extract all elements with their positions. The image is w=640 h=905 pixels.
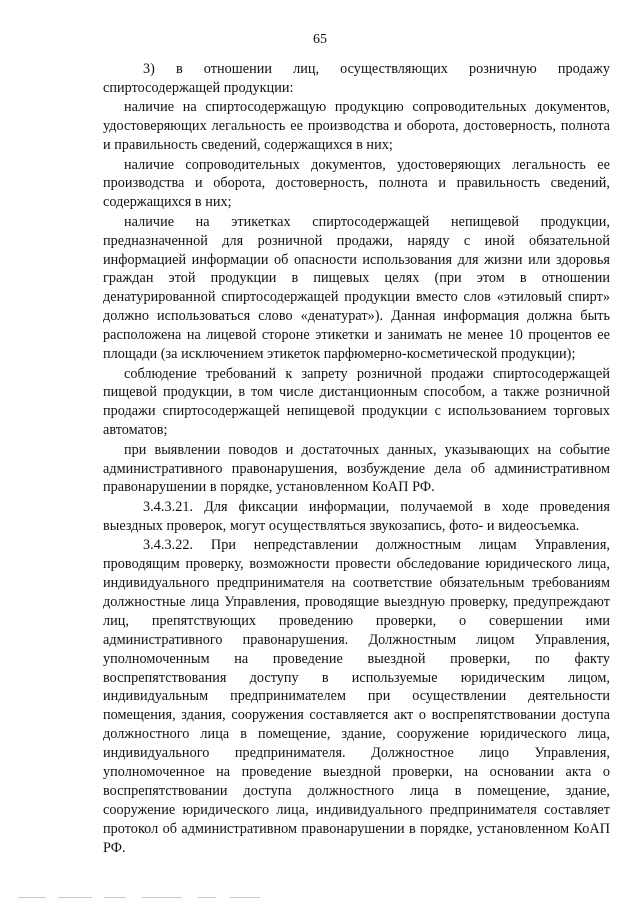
paragraph-accompanying-documents: наличие на спиртосодержащую продукцию сопроводительных документов, удостоверяющих легальность ее производства и оборота, достоверность, полнота и правильность сведений, содержащихся в них;: [103, 99, 610, 154]
page-number: 65: [313, 32, 327, 47]
paragraph-3-4-3-22: 3.4.3.22. При непредставлении должностным лицам Управления, проводящим проверку, возможности провести обследование юридического лица, индивидуального предпринимателя на соответствие обязательным требованиям должностные лица Управления, проводящие выездную проверку, предупреждают лиц, препятствующих проведению проверки, о совершении ими административного правонарушения. Должностным лицом Управления, уполномоченным на проведение выездной проверки, по факту воспрепятствования доступу в используемые юридическим лицом, индивидуальным предпринимателем при осуществлении деятельности помещения, здания, сооружения составляется акт о воспрепятствовании доступа должностного лица в помещение, здание, сооружение юридического лица, индивидуального предпринимателя. Должностное лицо Управления, уполномоченное на проведение выездной проверки, на основании акта о воспрепятствовании доступа должностного лица в помещение, здание, сооружение юридического лица, индивидуального предпринимателя составляет протокол об административном правонарушении в порядке, установленном КоАП РФ.: [103, 537, 610, 856]
paragraph-3-4-3-21: 3.4.3.21. Для фиксации информации, получаемой в ходе проведения выездных проверок, могут осуществляться звукозапись, фото- и видеосъемка.: [103, 498, 610, 534]
document-body: [103, 60, 610, 858]
paragraph-retail-ban-compliance: соблюдение требований к запрету розничной продажи спиртосодержащей пищевой продукции, в том числе дистанционным способом, а также розничной продажи спиртосодержащей непищевой продукции с использованием торговых автоматов;: [103, 365, 610, 439]
paragraph-label-warning: наличие на этикетках спиртосодержащей непищевой продукции, предназначенной для розничной продажи, наряду с иной обязательной информацией информации об опасности использования для жизни или здоровья граждан этой продукции в пищевых целях (при этом в отношении денатурированной спиртосодержащей продукции вместо слов «этиловый спирт» должно использоваться слово «денатурат»). Данная информация должна быть расположена на лицевой стороне этикетки и занимать не менее 10 процентов ее площади (за исключением этикеток парфюмерно-косметической продукции);: [103, 213, 610, 363]
paragraph-administrative-case: при выявлении поводов и достаточных данных, указывающих на событие административного правонарушения, возбуждение дела об административном правонарушении в порядке, установленном КоАП РФ.: [103, 441, 610, 496]
paragraph-accompanying-documents-legality: наличие сопроводительных документов, удостоверяющих легальность ее производства и оборота, достоверность, полнота и правильность сведений, содержащихся в них;: [103, 156, 610, 211]
bottom-scan-artifact: [0, 893, 640, 905]
paragraph-retail-sale-intro: 3) в отношении лиц, осуществляющих розничную продажу спиртосодержащей продукции:: [103, 61, 610, 96]
